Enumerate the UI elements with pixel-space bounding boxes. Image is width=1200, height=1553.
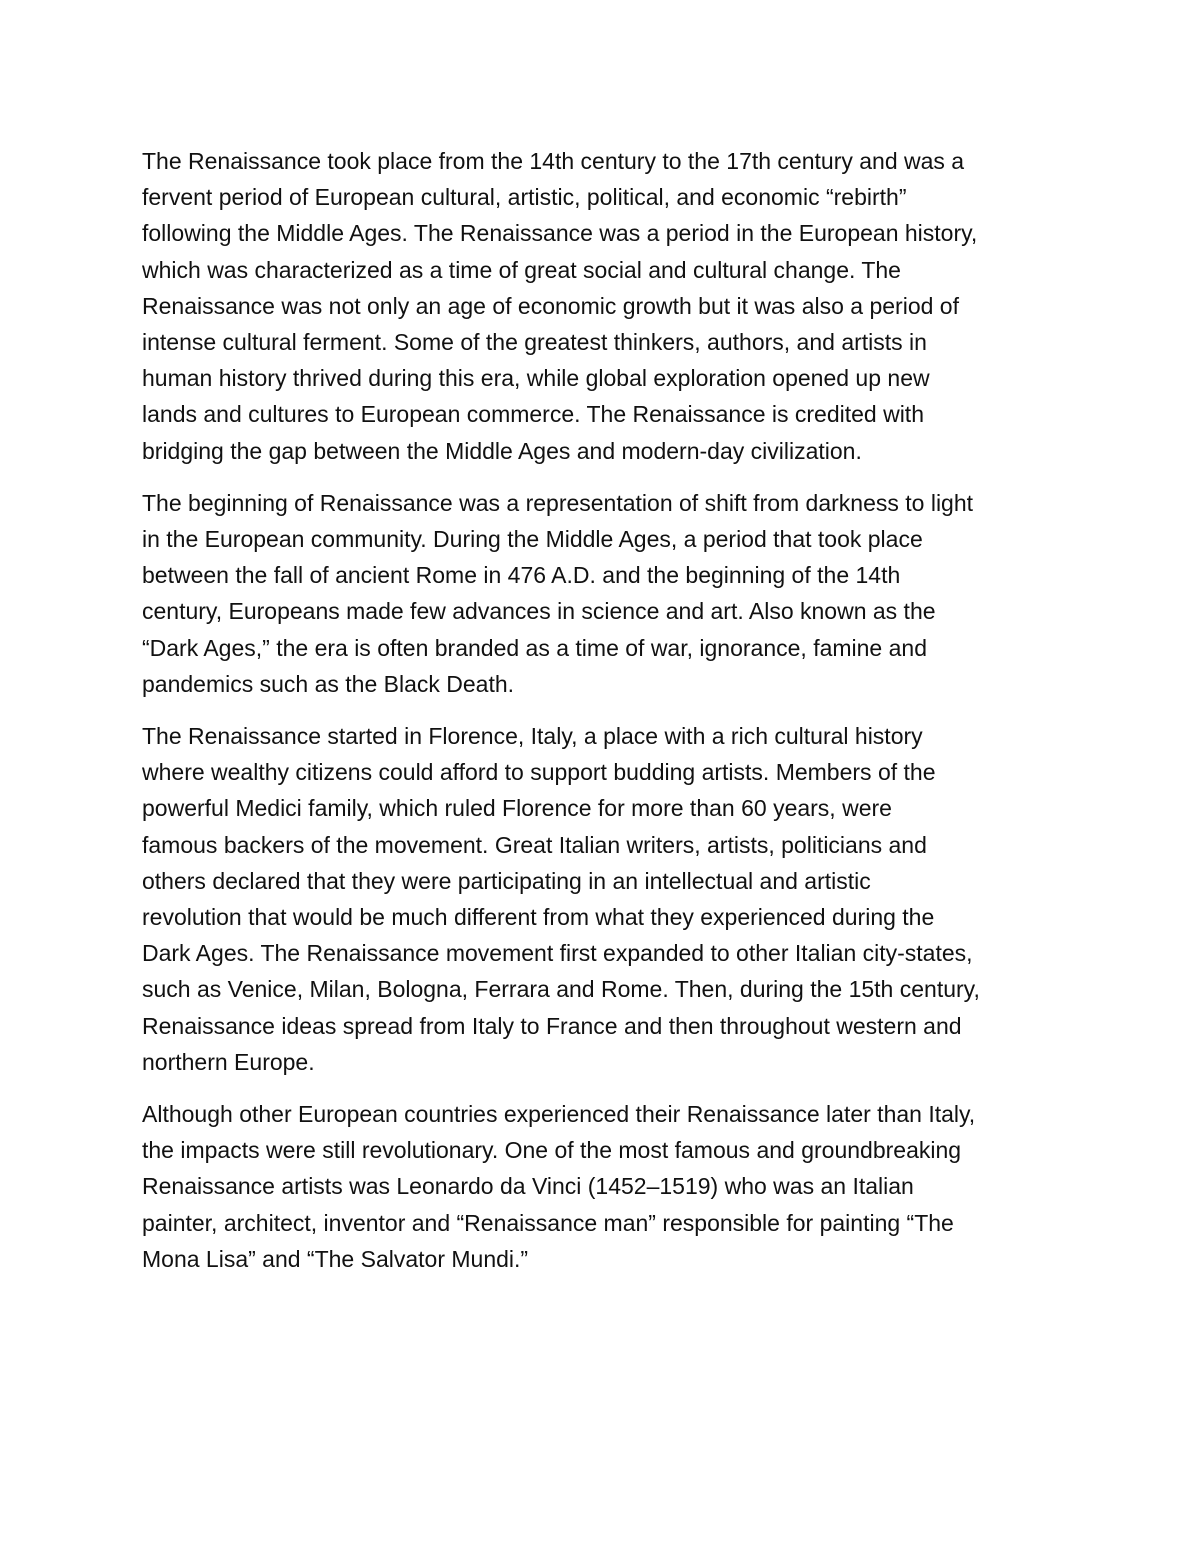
text-line: following the Middle Ages. The Renaissance was a period in the European history, — [142, 220, 978, 247]
text-line: Renaissance ideas spread from Italy to France and then throughout western and — [142, 1012, 962, 1039]
text-line: powerful Medici family, which ruled Florence for more than 60 years, were — [142, 795, 892, 822]
text-line: pandemics such as the Black Death. — [142, 670, 515, 697]
text-line: famous backers of the movement. Great Italian writers, artists, politicians and — [142, 831, 927, 858]
paragraph-2 — [142, 485, 1062, 702]
text-line: which was characterized as a time of great social and cultural change. The — [142, 256, 901, 283]
paragraph-3 — [142, 718, 1062, 1080]
text-line: painter, architect, inventor and “Renaissance man” responsible for painting “The — [142, 1209, 954, 1236]
text-line: intense cultural ferment. Some of the greatest thinkers, authors, and artists in — [142, 329, 927, 356]
text-line: The beginning of Renaissance was a representation of shift from darkness to light — [142, 489, 974, 516]
text-line: Renaissance was not only an age of economic growth but it was also a period of — [142, 292, 959, 319]
text-line: human history thrived during this era, while global exploration opened up new — [142, 365, 930, 392]
text-line: Renaissance artists was Leonardo da Vinci (1452–1519) who was an Italian — [142, 1173, 914, 1200]
text-line: Dark Ages. The Renaissance movement first expanded to other Italian city-states, — [142, 940, 973, 967]
text-line: Although other European countries experienced their Renaissance later than Italy, — [142, 1101, 976, 1128]
text-line: “Dark Ages,” the era is often branded as a time of war, ignorance, famine and — [142, 634, 927, 661]
text-line: lands and cultures to European commerce. The Renaissance is credited with — [142, 401, 924, 428]
text-line: in the European community. During the Middle Ages, a period that took place — [142, 526, 923, 553]
text-line: such as Venice, Milan, Bologna, Ferrara and Rome. Then, during the 15th century, — [142, 976, 980, 1003]
text-line: revolution that would be much different from what they experienced during the — [142, 904, 935, 931]
paragraph-1 — [142, 143, 1062, 469]
text-line: The Renaissance started in Florence, Italy, a place with a rich cultural history — [142, 723, 923, 750]
text-line: the impacts were still revolutionary. One of the most famous and groundbreaking — [142, 1137, 962, 1164]
text-line: others declared that they were participating in an intellectual and artistic — [142, 867, 871, 894]
text-line: The Renaissance took place from the 14th century to the 17th century and was a — [142, 148, 965, 174]
text-line: between the fall of ancient Rome in 476 A.D. and the beginning of the 14th — [142, 562, 901, 589]
text-line: northern Europe. — [142, 1048, 315, 1075]
text-line: century, Europeans made few advances in science and art. Also known as the — [142, 598, 936, 625]
text-line: where wealthy citizens could afford to support budding artists. Members of the — [142, 759, 936, 786]
document-body — [142, 143, 1062, 1293]
paragraph-4 — [142, 1096, 1062, 1277]
text-line: fervent period of European cultural, artistic, political, and economic “rebirth” — [142, 184, 907, 211]
text-line: bridging the gap between the Middle Ages and modern-day civilization. — [142, 437, 862, 464]
text-line: Mona Lisa” and “The Salvator Mundi.” — [142, 1245, 529, 1272]
